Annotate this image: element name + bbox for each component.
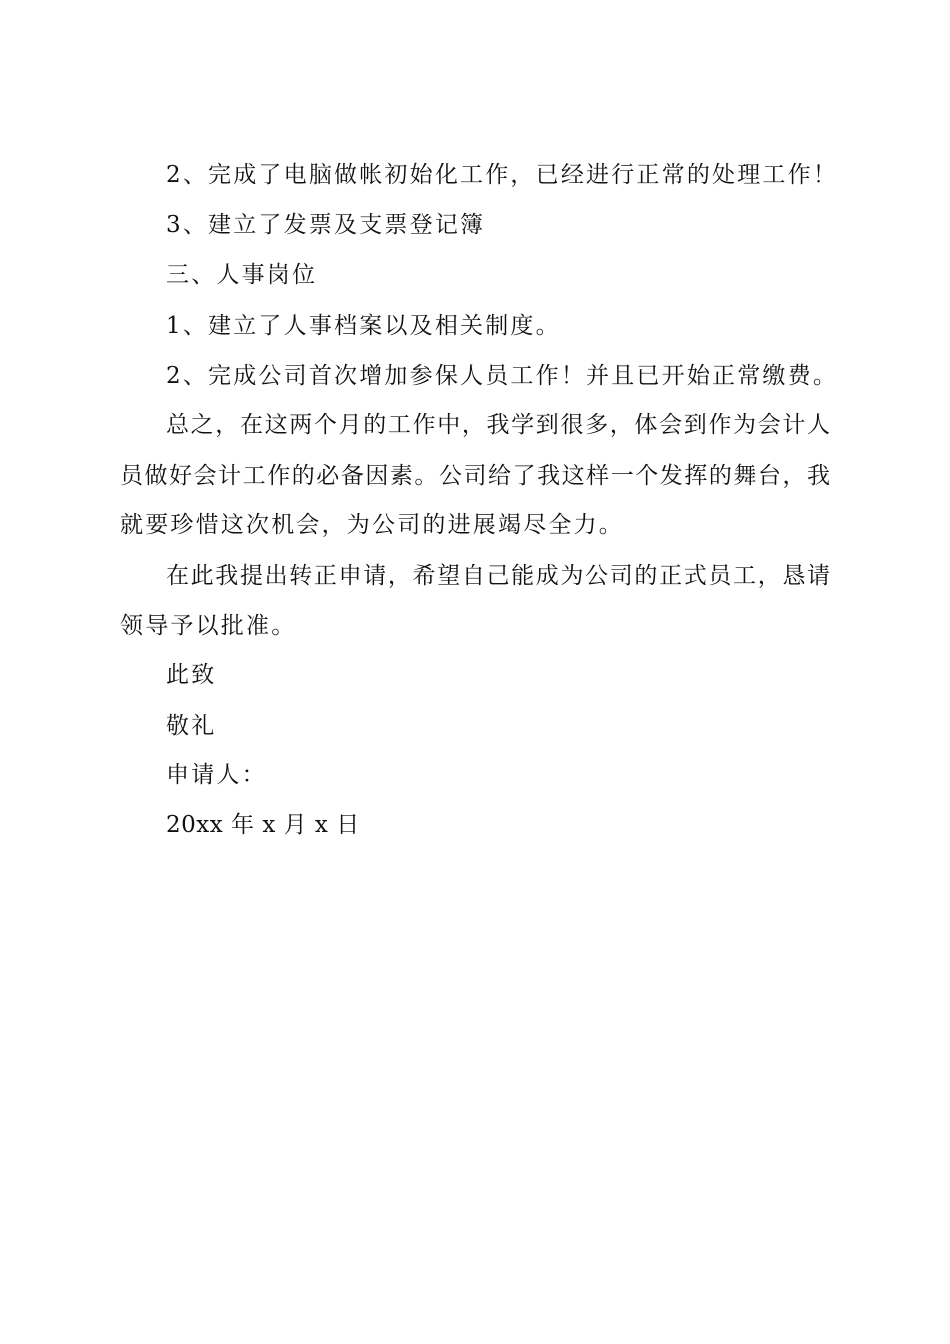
list-item-completed-computer-accounting: 2、完成了电脑做帐初始化工作，已经进行正常的处理工作！ (166, 162, 839, 188)
closing-salutation: 此致 (166, 662, 217, 688)
paragraph-request-line-1: 在此我提出转正申请，希望自己能成为公司的正式员工，恳请 (166, 563, 830, 589)
closing-regards: 敬礼 (166, 713, 217, 739)
paragraph-request-line-2: 领导予以批准。 (120, 613, 297, 639)
paragraph-summary-line-1: 总之，在这两个月的工作中，我学到很多，体会到作为会计人 (166, 412, 830, 438)
paragraph-summary-line-2: 员做好会计工作的必备因素。公司给了我这样一个发挥的舞台，我 (120, 463, 830, 489)
date-line: 20xx 年 x 月 x 日 (166, 812, 360, 838)
paragraph-summary-line-3: 就要珍惜这次机会，为公司的进展竭尽全力。 (120, 512, 624, 538)
applicant-label: 申请人： (166, 762, 267, 788)
list-item-invoice-register: 3、建立了发票及支票登记簿 (166, 212, 486, 238)
list-item-insurance: 2、完成公司首次增加参保人员工作！并且已开始正常缴费。 (166, 363, 839, 389)
list-item-personnel-files: 1、建立了人事档案以及相关制度。 (166, 313, 561, 339)
section-heading-personnel: 三、人事岗位 (166, 262, 318, 288)
